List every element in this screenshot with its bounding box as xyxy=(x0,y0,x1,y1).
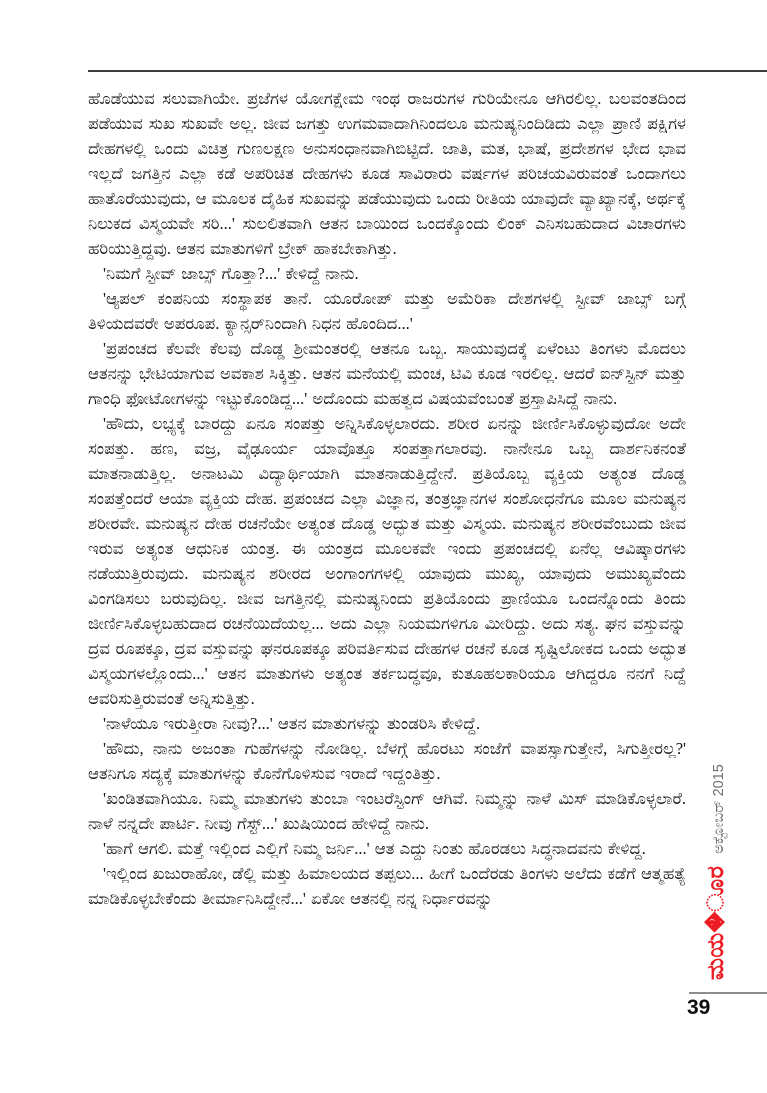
paragraph: 'ನಿಮಗೆ ಸ್ಟೀವ್ ಜಾಬ್ಸ್ ಗೊತ್ತಾ?...' ಕೇಳಿದ್ದೆ ನಾನು. xyxy=(103,264,359,283)
paragraph: 'ನಾಳೆಯೂ ಇರುತ್ತೀರಾ ನೀವು?...' ಆತನ ಮಾತುಗಳನ್ನು ತುಂಡರಿಸಿ ಕೇಳಿದ್ದೆ. xyxy=(103,714,481,733)
page-number: 39 xyxy=(687,996,711,1019)
article-text xyxy=(88,86,686,1018)
spine-text xyxy=(702,764,728,980)
folio-rule xyxy=(689,992,767,994)
paragraph: 'ಇಲ್ಲಿಂದ ಖಜುರಾಹೋ, ಡೆಲ್ಲಿ ಮತ್ತು ಹಿಮಾಲಯದ ತಪ್ಪಲು... ಹೀಗೆ ಒಂದೆರಡು ತಿಂಗಳು ಅಲೆದು ಕಡೆಗೆ ಆತ್ಮಹತ್ಯೆ ಮಾಡಿಕೊಳ್ಳಬೇಕೆಂದು ತೀರ್ಮಾನಿಸಿದ್ದೇನೆ...' ಏಕೋ ಆತನಲ್ಲಿ ನನ್ನ ನಿರ್ಧಾರವನ್ನು xyxy=(88,864,686,908)
header-rule xyxy=(88,70,767,72)
paragraph: 'ಹಾಗೆ ಆಗಲಿ. ಮತ್ತೆ ಇಲ್ಲಿಂದ ಎಲ್ಲಿಗೆ ನಿಮ್ಮ ಜರ್ನಿ...' ಆತ ಎದ್ದು ನಿಂತು ಹೊರಡಲು ಸಿದ್ಧನಾದವನು ಕೇಳಿದ್ದ. xyxy=(103,839,646,858)
paragraph: 'ಆ್ಯಪಲ್ ಕಂಪನಿಯ ಸಂಸ್ಥಾಪಕ ತಾನೆ. ಯೂರೋಪ್ ಮತ್ತು ಅಮೆರಿಕಾ ದೇಶಗಳಲ್ಲಿ ಸ್ಟೀವ್ ಜಾಬ್ಸ್ ಬಗ್ಗೆ ತಿಳಿಯದವರೇ ಅಪರೂಪ. ಕ್ಯಾನ್ಸರ್‌ನಿಂದಾಗಿ ನಿಧನ ಹೊಂದಿದ...' xyxy=(88,289,686,333)
paragraph: ಹೊಡೆಯುವ ಸಲುವಾಗಿಯೇ. ಪ್ರಜೆಗಳ ಯೋಗಕ್ಷೇಮ ಇಂಥ ರಾಜರುಗಳ ಗುರಿಯೇನೂ ಆಗಿರಲಿಲ್ಲ. ಬಲವಂತದಿಂದ ಪಡೆಯುವ ಸುಖ ಸುಖವೇ ಅಲ್ಲ. ಜೀವ ಜಗತ್ತು ಉಗಮವಾದಾಗಿನಿಂದಲೂ ಮನುಷ್ಯನಿಂದಿಡಿದು ಎಲ್ಲಾ ಪ್ರಾಣಿ ಪಕ್ಷಿಗಳ ದೇಹಗಳಲ್ಲಿ ಒಂದು ವಿಚಿತ್ರ ಗುಣಲಕ್ಷಣ ಅನುಸಂಧಾನವಾಗಿಬಿಟ್ಟಿದೆ. ಜಾತಿ, ಮತ, ಭಾಷೆ, ಪ್ರದೇಶಗಳ ಭೇದ ಭಾವ ಇಲ್ಲದೆ ಜಗತ್ತಿನ ಎಲ್ಲಾ ಕಡೆ ಅಪರಿಚಿತ ದೇಹಗಳು ಕೂಡ ಸಾವಿರಾರು ವರ್ಷಗಳ ಪರಿಚಯವಿರುವಂತೆ ಒಂದಾಗಲು ಹಾತೊರೆಯುವುದು, ಆ ಮೂಲಕ ದೈಹಿಕ ಸುಖವನ್ನು ಪಡೆಯುವುದು ಒಂದು ರೀತಿಯ ಯಾವುದೇ ವ್ಯಾಖ್ಯಾನಕ್ಕೆ, ಅರ್ಥಕ್ಕೆ ನಿಲುಕದ ವಿಸ್ಮಯವೇ ಸರಿ...' ಸುಲಲಿತವಾಗಿ ಆತನ ಬಾಯಿಂದ ಒಂದಕ್ಕೊಂದು ಲಿಂಕ್ ಎನಿಸಬಹುದಾದ ವಿಚಾರಗಳು ಹರಿಯುತ್ತಿದ್ದವು. ಆತನ ಮಾತುಗಳಿಗೆ ಬ್ರೇಕ್ ಹಾಕಬೇಕಾಗಿತ್ತು. xyxy=(88,89,686,258)
paragraph: 'ಪ್ರಪಂಚದ ಕೆಲವೇ ಕೆಲವು ದೊಡ್ಡ ಶ್ರೀಮಂತರಲ್ಲಿ ಆತನೂ ಒಬ್ಬ. ಸಾಯುವುದಕ್ಕೆ ಏಳೆಂಟು ತಿಂಗಳು ಮೊದಲು ಆತನನ್ನು ಭೇಟಿಯಾಗುವ ಅವಕಾಶ ಸಿಕ್ಕಿತ್ತು. ಆತನ ಮನೆಯಲ್ಲಿ ಮಂಚ, ಟಿವಿ ಕೂಡ ಇರಲಿಲ್ಲ. ಆದರೆ ಐನ್‌ಸ್ಟಿನ್ ಮತ್ತು ಗಾಂಧಿ ಫೋಟೋಗಳನ್ನು ಇಟ್ಟುಕೊಂಡಿದ್ದ...' ಅದೊಂದು ಮಹತ್ವದ ವಿಷಯವೆಂಬಂತೆ ಪ್ರಸ್ತಾಪಿಸಿದ್ದೆ ನಾನು. xyxy=(88,339,686,408)
issue-date: ಅಕ್ಟೋಬರ್ 2015 xyxy=(711,764,727,854)
paragraph: 'ಹೌದು, ನಾನು ಅಜಂತಾ ಗುಹೆಗಳನ್ನು ನೋಡಿಲ್ಲ. ಬೆಳಗ್ಗೆ ಹೊರಟು ಸಂಜೆಗೆ ವಾಪಸ್ಸಾಗುತ್ತೇನೆ, ಸಿಗುತ್ತೀರಲ್ಲ?' ಆತನಿಗೂ ಸದ್ಯಕ್ಕೆ ಮಾತುಗಳನ್ನು ಕೊನೆಗೊಳಿಸುವ ಇರಾದೆ ಇದ್ದಂತಿತ್ತು. xyxy=(88,739,686,783)
paragraph: 'ಹೌದು, ಲಭ್ಯಕ್ಕೆ ಬಾರದ್ದು ಏನೂ ಸಂಪತ್ತು ಅನ್ನಿಸಿಕೊಳ್ಳಲಾರದು. ಶರೀರ ಏನನ್ನು ಜೀರ್ಣಿಸಿಕೊಳ್ಳುವುದೋ ಅದೇ ಸಂಪತ್ತು. ಹಣ, ವಜ್ರ, ವೈಢೂರ್ಯ ಯಾವೊತ್ತೂ ಸಂಪತ್ತಾಗಲಾರವು. ನಾನೇನೂ ಒಬ್ಬ ದಾರ್ಶನಿಕನಂತೆ ಮಾತನಾಡುತ್ತಿಲ್ಲ. ಅನಾಟಮಿ ವಿದ್ಯಾರ್ಥಿಯಾಗಿ ಮಾತನಾಡುತ್ತಿದ್ದೇನೆ. ಪ್ರತಿಯೊಬ್ಬ ವ್ಯಕ್ತಿಯ ಅತ್ಯಂತ ದೊಡ್ಡ ಸಂಪತ್ತೆಂದರೆ ಆಯಾ ವ್ಯಕ್ತಿಯ ದೇಹ. ಪ್ರಪಂಚದ ಎಲ್ಲಾ ವಿಜ್ಞಾನ, ತಂತ್ರಜ್ಞಾನಗಳ ಸಂಶೋಧನೆಗೂ ಮೂಲ ಮನುಷ್ಯನ ಶರೀರವೇ. ಮನುಷ್ಯನ ದೇಹ ರಚನೆಯೇ ಅತ್ಯಂತ ದೊಡ್ಡ ಅದ್ಭುತ ಮತ್ತು ವಿಸ್ಮಯ. ಮನುಷ್ಯನ ಶರೀರವೆಂಬುದು ಜೀವ ಇರುವ ಅತ್ಯಂತ ಆಧುನಿಕ ಯಂತ್ರ. ಈ ಯಂತ್ರದ ಮೂಲಕವೇ ಇಂದು ಪ್ರಪಂಚದಲ್ಲಿ ಏನೆಲ್ಲ ಆವಿಷ್ಕಾರಗಳು ನಡೆಯುತ್ತಿರುವುದು. ಮನುಷ್ಯನ ಶರೀರದ ಅಂಗಾಂಗಗಳಲ್ಲಿ ಯಾವುದು ಮುಖ್ಯ, ಯಾವುದು ಅಮುಖ್ಯವೆಂದು ವಿಂಗಡಿಸಲು ಬರುವುದಿಲ್ಲ. ಜೀವ ಜಗತ್ತಿನಲ್ಲಿ ಮನುಷ್ಯನಿಂದು ಪ್ರತಿಯೊಂದು ಪ್ರಾಣಿಯೂ ಒಂದನ್ನೊಂದು ತಿಂದು ಜೀರ್ಣಿಸಿಕೊಳ್ಳಬಹುದಾದ ರಚನೆಯಿದೆಯಲ್ಲ... ಅದು ಎಲ್ಲಾ ನಿಯಮಗಳಿಗೂ ಮೀರಿದ್ದು. ಅದು ಸತ್ಯ. ಘನ ವಸ್ತುವನ್ನು ದ್ರವ ರೂಪಕ್ಕೂ, ದ್ರವ ವಸ್ತುವನ್ನು ಘನರೂಪಕ್ಕೂ ಪರಿವರ್ತಿಸುವ ದೇಹಗಳ ರಚನೆ ಕೂಡ ಸೃಷ್ಟಿಲೋಕದ ಒಂದು ಅದ್ಭುತ ವಿಸ್ಮಯಗಳಲ್ಲೊಂದು...' ಆತನ ಮಾತುಗಳು ಅತ್ಯಂತ ತರ್ಕಬದ್ಧವೂ, ಕುತೂಹಲಕಾರಿಯೂ ಆಗಿದ್ದರೂ ನನಗೆ ನಿದ್ದೆ ಆವರಿಸುತ್ತಿರುವಂತೆ ಅನ್ನಿಸುತ್ತಿತ್ತು. xyxy=(88,414,686,708)
paragraph: 'ಖಂಡಿತವಾಗಿಯೂ. ನಿಮ್ಮ ಮಾತುಗಳು ತುಂಬಾ ಇಂಟರೆಸ್ಟಿಂಗ್ ಆಗಿವೆ. ನಿಮ್ಮನ್ನು ನಾಳೆ ಮಿಸ್ ಮಾಡಿಕೊಳ್ಳಲಾರೆ. ನಾಳೆ ನನ್ನದೇ ಪಾರ್ಟಿ. ನೀವು ಗೆಸ್ಟ್...' ಖುಷಿಯಿಂದ ಹೇಳಿದ್ದೆ ನಾನು. xyxy=(88,789,686,833)
magazine-title: ಮಯ�ೂರ xyxy=(702,865,728,980)
